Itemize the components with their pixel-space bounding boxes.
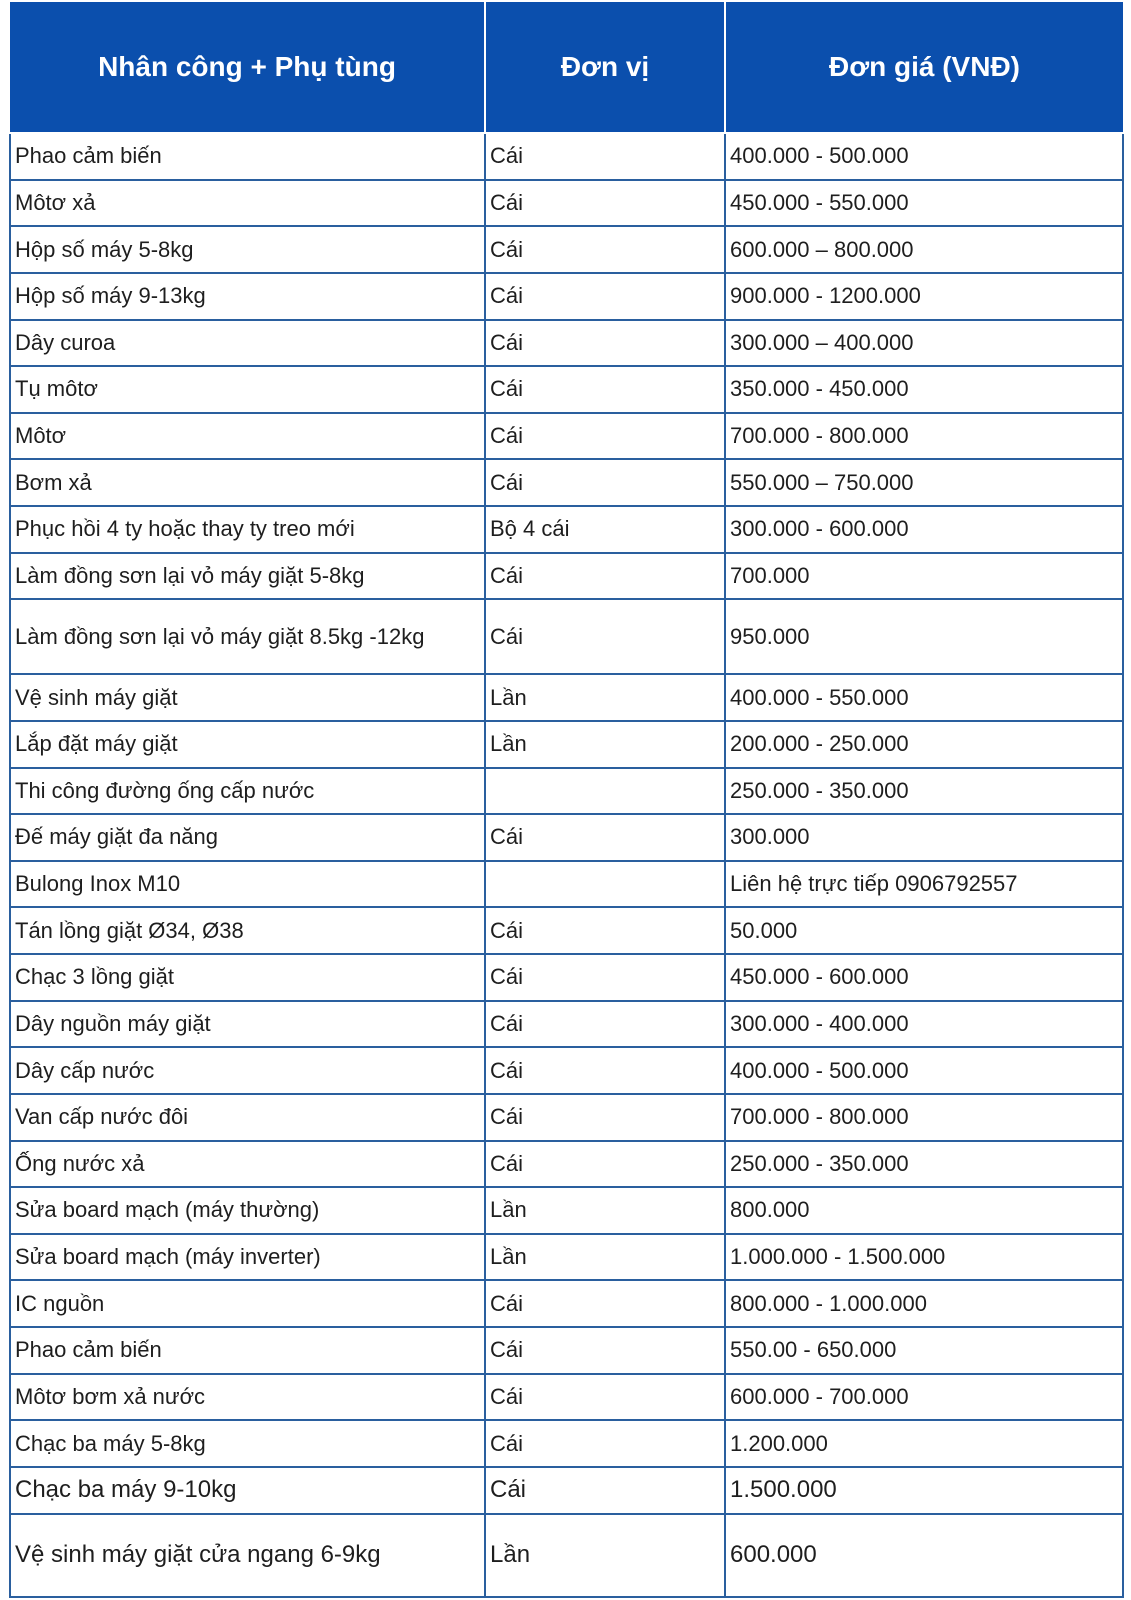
table-row: [10, 1234, 1123, 1281]
table-row: [10, 180, 1123, 227]
cell-unit: Lần: [485, 1514, 725, 1597]
cell-item: Sửa board mạch (máy thường): [10, 1187, 485, 1234]
table-row: [10, 599, 1123, 674]
cell-item: Ống nước xả: [10, 1141, 485, 1188]
cell-unit: Cái: [485, 320, 725, 367]
cell-unit: Cái: [485, 459, 725, 506]
cell-item: Thi công đường ống cấp nước: [10, 768, 485, 815]
cell-price: 600.000: [725, 1514, 1123, 1597]
cell-unit: Cái: [485, 1001, 725, 1048]
cell-price: 950.000: [725, 599, 1123, 674]
cell-item: Bơm xả: [10, 459, 485, 506]
cell-unit: Cái: [485, 1420, 725, 1467]
cell-item: Môtơ bơm xả nước: [10, 1374, 485, 1421]
cell-price: 50.000: [725, 907, 1123, 954]
table-row: [10, 1141, 1123, 1188]
cell-price: 200.000 - 250.000: [725, 721, 1123, 768]
table-row: [10, 1514, 1123, 1597]
cell-item: Phục hồi 4 ty hoặc thay ty treo mới: [10, 506, 485, 553]
cell-unit: Cái: [485, 907, 725, 954]
cell-unit: Cái: [485, 1094, 725, 1141]
cell-unit: Cái: [485, 1374, 725, 1421]
cell-item: Phao cảm biến: [10, 1327, 485, 1374]
cell-price: 1.500.000: [725, 1467, 1123, 1514]
table-row: [10, 1280, 1123, 1327]
cell-unit: Cái: [485, 1280, 725, 1327]
header-price: Đơn giá (VNĐ): [725, 2, 1123, 133]
table-row: [10, 459, 1123, 506]
table-row: [10, 814, 1123, 861]
cell-unit: Lần: [485, 1234, 725, 1281]
table-header: [10, 2, 1123, 133]
table-row: [10, 1420, 1123, 1467]
cell-item: Tụ môtơ: [10, 366, 485, 413]
cell-unit: Cái: [485, 273, 725, 320]
cell-price: 550.00 - 650.000: [725, 1327, 1123, 1374]
cell-price: 600.000 – 800.000: [725, 226, 1123, 273]
cell-price: 250.000 - 350.000: [725, 768, 1123, 815]
cell-price: 900.000 - 1200.000: [725, 273, 1123, 320]
cell-unit: Lần: [485, 674, 725, 721]
cell-item: Đế máy giặt đa năng: [10, 814, 485, 861]
table-row: [10, 907, 1123, 954]
cell-item: Phao cảm biến: [10, 133, 485, 180]
cell-price: 700.000 - 800.000: [725, 1094, 1123, 1141]
cell-item: Môtơ: [10, 413, 485, 460]
cell-unit: Cái: [485, 814, 725, 861]
header-item: Nhân công + Phụ tùng: [10, 2, 485, 133]
cell-unit: Cái: [485, 180, 725, 227]
table-row: [10, 366, 1123, 413]
cell-price: 1.200.000: [725, 1420, 1123, 1467]
table-row: [10, 226, 1123, 273]
cell-unit: Cái: [485, 1141, 725, 1188]
cell-price: 300.000: [725, 814, 1123, 861]
cell-unit: [485, 861, 725, 908]
cell-item: Chạc ba máy 9-10kg: [10, 1467, 485, 1514]
cell-item: Vệ sinh máy giặt: [10, 674, 485, 721]
cell-item: Hộp số máy 5-8kg: [10, 226, 485, 273]
table-row: [10, 553, 1123, 600]
cell-unit: Cái: [485, 553, 725, 600]
cell-item: Bulong Inox M10: [10, 861, 485, 908]
cell-unit: Lần: [485, 1187, 725, 1234]
cell-unit: Cái: [485, 599, 725, 674]
cell-price: 550.000 – 750.000: [725, 459, 1123, 506]
cell-item: Làm đồng sơn lại vỏ máy giặt 8.5kg -12kg: [10, 599, 485, 674]
table-row: [10, 1327, 1123, 1374]
price-table: [9, 2, 1124, 1598]
cell-item: Tán lồng giặt Ø34, Ø38: [10, 907, 485, 954]
cell-unit: Bộ 4 cái: [485, 506, 725, 553]
table-row: [10, 273, 1123, 320]
cell-item: Hộp số máy 9-13kg: [10, 273, 485, 320]
table-row: [10, 1047, 1123, 1094]
cell-price: 300.000 – 400.000: [725, 320, 1123, 367]
table-row: [10, 1094, 1123, 1141]
cell-item: Làm đồng sơn lại vỏ máy giặt 5-8kg: [10, 553, 485, 600]
table-row: [10, 674, 1123, 721]
table-row: [10, 1001, 1123, 1048]
cell-unit: Cái: [485, 366, 725, 413]
cell-unit: [485, 768, 725, 815]
cell-unit: Cái: [485, 413, 725, 460]
cell-price: 400.000 - 500.000: [725, 1047, 1123, 1094]
cell-price: 400.000 - 500.000: [725, 133, 1123, 180]
table-row: [10, 861, 1123, 908]
cell-item: Chạc 3 lồng giặt: [10, 954, 485, 1001]
cell-unit: Cái: [485, 1327, 725, 1374]
cell-unit: Cái: [485, 954, 725, 1001]
cell-item: Van cấp nước đôi: [10, 1094, 485, 1141]
cell-price: 350.000 - 450.000: [725, 366, 1123, 413]
cell-item: Môtơ xả: [10, 180, 485, 227]
cell-unit: Cái: [485, 133, 725, 180]
cell-price: 800.000 - 1.000.000: [725, 1280, 1123, 1327]
cell-unit: Cái: [485, 1467, 725, 1514]
cell-item: Chạc ba máy 5-8kg: [10, 1420, 485, 1467]
header-unit: Đơn vị: [485, 2, 725, 133]
cell-price: 300.000 - 600.000: [725, 506, 1123, 553]
cell-item: IC nguồn: [10, 1280, 485, 1327]
cell-item: Sửa board mạch (máy inverter): [10, 1234, 485, 1281]
cell-item: Dây nguồn máy giặt: [10, 1001, 485, 1048]
table-body: [10, 133, 1123, 1597]
cell-price: 800.000: [725, 1187, 1123, 1234]
table-row: [10, 506, 1123, 553]
table-row: [10, 413, 1123, 460]
cell-price: 700.000: [725, 553, 1123, 600]
cell-price: 700.000 - 800.000: [725, 413, 1123, 460]
cell-price: 1.000.000 - 1.500.000: [725, 1234, 1123, 1281]
cell-unit: Cái: [485, 1047, 725, 1094]
cell-price: 400.000 - 550.000: [725, 674, 1123, 721]
cell-item: Dây curoa: [10, 320, 485, 367]
cell-price: 250.000 - 350.000: [725, 1141, 1123, 1188]
cell-item: Vệ sinh máy giặt cửa ngang 6-9kg: [10, 1514, 485, 1597]
cell-unit: Cái: [485, 226, 725, 273]
cell-price: 300.000 - 400.000: [725, 1001, 1123, 1048]
table-row: [10, 1374, 1123, 1421]
table-row: [10, 768, 1123, 815]
header-row: [10, 2, 1123, 133]
table-row: [10, 721, 1123, 768]
table-row: [10, 320, 1123, 367]
table-row: [10, 1187, 1123, 1234]
table-row: [10, 1467, 1123, 1514]
table-row: [10, 954, 1123, 1001]
cell-item: Dây cấp nước: [10, 1047, 485, 1094]
cell-price: 450.000 - 550.000: [725, 180, 1123, 227]
cell-price: 450.000 - 600.000: [725, 954, 1123, 1001]
cell-price: Liên hệ trực tiếp 0906792557: [725, 861, 1123, 908]
cell-unit: Lần: [485, 721, 725, 768]
table-row: [10, 133, 1123, 180]
cell-price: 600.000 - 700.000: [725, 1374, 1123, 1421]
cell-item: Lắp đặt máy giặt: [10, 721, 485, 768]
